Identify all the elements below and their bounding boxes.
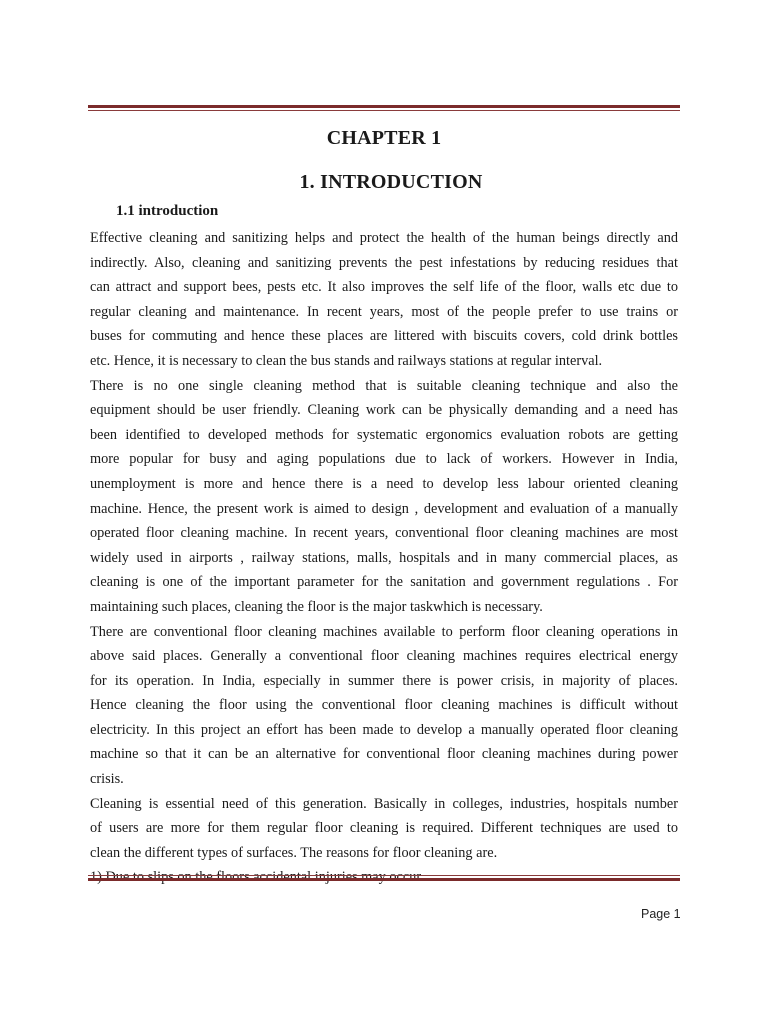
text-line: clean the different types of surfaces. The reasons for floor cleaning are.	[90, 844, 498, 861]
text-line: maintaining such places, cleaning the floor is the major taskwhich is necessary.	[90, 598, 543, 615]
text-line: machine. Hence, the present work is aimed to design , development and evaluation of a manually	[90, 500, 678, 517]
text-line: crisis.	[90, 771, 124, 788]
text-line: regular cleaning and maintenance. In recent years, most of the people prefer to use trains or	[90, 303, 678, 320]
page-number: Page 1	[641, 907, 681, 921]
header-rule	[88, 105, 680, 111]
chapter-label: CHAPTER 1	[326, 127, 442, 149]
text-line: operated floor cleaning machine. In recent years, conventional floor cleaning machines are most	[90, 525, 678, 542]
header-rule-thick	[88, 105, 680, 108]
text-line: above said places. Generally a conventional floor cleaning machines requires electrical energy	[90, 648, 678, 665]
footer-rule	[88, 875, 680, 881]
text-line: buses for commuting and hence these places are littered with biscuits covers, cold drink bottles	[90, 328, 678, 345]
text-line: unemployment is more and hence there is a need to develop less labour oriented cleaning	[90, 475, 678, 492]
section-heading: 1. INTRODUCTION	[299, 171, 483, 193]
text-line: can attract and support bees, pests etc. It also improves the self life of the floor, walls etc due to	[90, 279, 678, 296]
text-line: Effective cleaning and sanitizing helps and protect the health of the human beings directly and	[90, 230, 678, 246]
text-line: machine so that it can be an alternative for conventional floor cleaning machines during power	[90, 746, 678, 763]
text-line: There is no one single cleaning method that is suitable cleaning technique and also the	[90, 377, 678, 394]
header-rule-thin	[88, 110, 680, 111]
body-text	[90, 226, 678, 890]
text-line: widely used in airports , railway stations, malls, hospitals and in many commercial places, as	[90, 549, 678, 566]
text-line: Hence cleaning the floor using the conventional floor cleaning machines is difficult without	[90, 697, 678, 714]
text-line: etc. Hence, it is necessary to clean the bus stands and railways stations at regular interval.	[90, 352, 603, 369]
footer-rule-thick	[88, 878, 680, 881]
text-line: cleaning is one of the important parameter for the sanitation and government regulations . For	[90, 574, 678, 591]
text-line: equipment should be user friendly. Cleaning work can be physically demanding and a need has	[90, 402, 678, 419]
text-line: more popular for busy and aging populations due to lack of workers. However in India,	[90, 451, 678, 468]
subsection-heading: 1.1 introduction	[116, 203, 219, 219]
text-line: Cleaning is essential need of this generation. Basically in colleges, industries, hospitals number	[90, 795, 678, 812]
text-line: electricity. In this project an effort has been made to develop a manually operated floor cleaning	[90, 721, 678, 738]
text-line: There are conventional floor cleaning machines available to perform floor cleaning operations in	[90, 623, 678, 640]
text-line: indirectly. Also, cleaning and sanitizing prevents the pest infestations by reducing residues that	[90, 254, 678, 271]
text-line: of users are more for them regular floor cleaning is required. Different techniques are used to	[90, 820, 678, 837]
text-line: for its operation. In India, especially in summer there is power crisis, in majority of places.	[90, 672, 678, 689]
footer-rule-thin	[88, 875, 680, 876]
text-line: been identified to developed methods for systematic ergonomics evaluation robots are getting	[90, 426, 678, 443]
